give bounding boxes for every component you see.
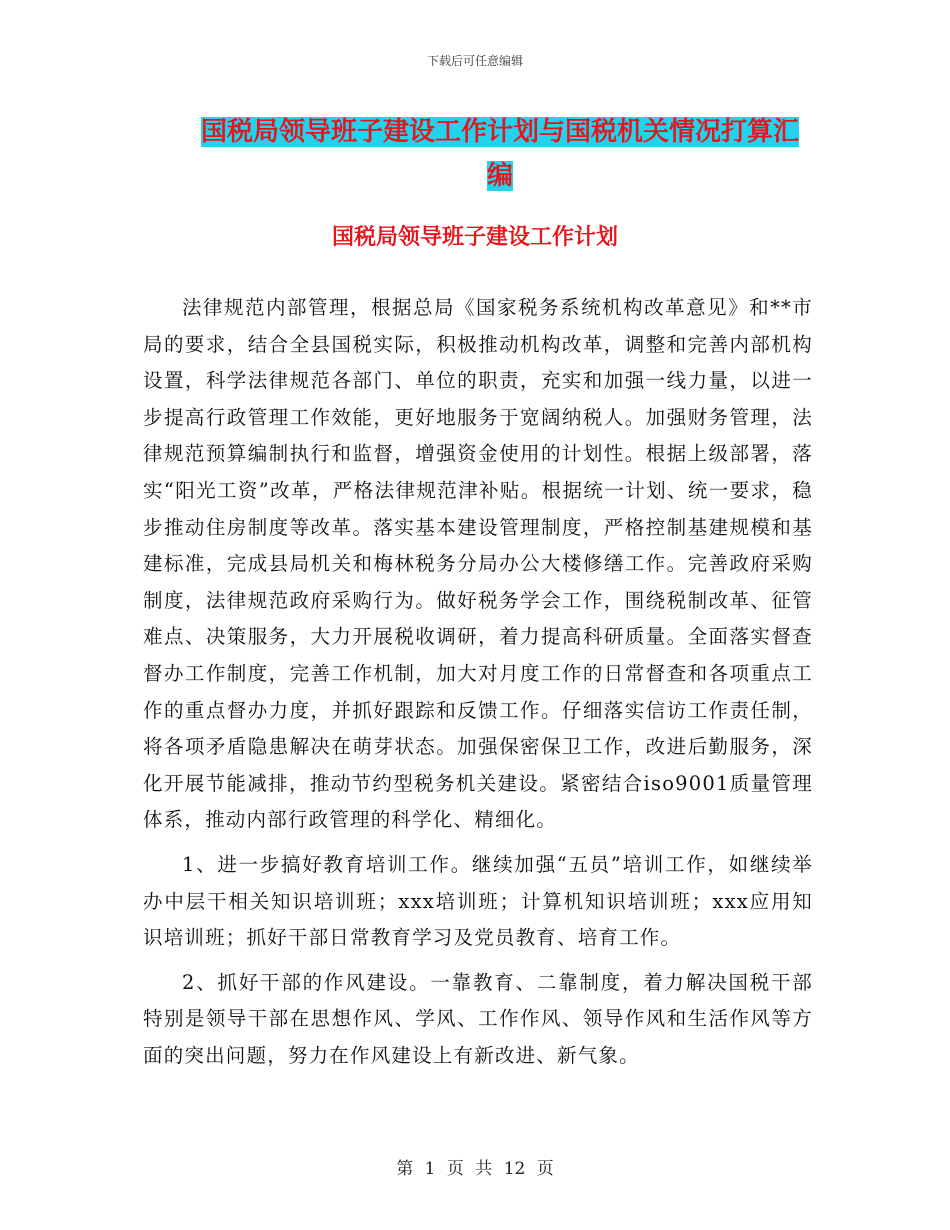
body-paragraph: 2、抓好干部的作风建设。一靠教育、二靠制度，着力解决国税干部特别是领导干部在思想作风、学风、工作作风、领导作风和生活作风等方面的突出问题，努力在作风建设上有新改进、新气象。	[143, 970, 813, 1067]
document-title	[190, 110, 810, 198]
document-body	[143, 290, 813, 1082]
page-footer: 第 1 页 共 12 页	[396, 1159, 554, 1179]
body-paragraph: 法律规范内部管理，根据总局《国家税务系统机构改革意见》和**市局的要求，结合全县国税实际，积极推动机构改革，调整和完善内部机构设置，科学法律规范各部门、单位的职责，充实和加强一线力量，以进一步提高行政管理工作效能，更好地服务于宽阔纳税人。加强财务管理，法律规范预算编制执行和监督，增强资金使用的计划性。根据上级部署，落实“阳光工资”改革，严格法律规范津补贴。根据统一计划、统一要求，稳步推动住房制度等改革。落实基本建设管理制度，严格控制基建规模和基建标准，完成县局机关和梅林税务分局办公大楼修缮工作。完善政府采购制度，法律规范政府采购行为。做好税务学会工作，围绕税制改革、征管难点、决策服务，大力开展税收调研，着力提高科研质量。全面落实督查督办工作制度，完善工作机制，加大对月度工作的日常督查和各项重点工作的重点督办力度，并抓好跟踪和反馈工作。仔细落实信访工作责任制，将各项矛盾隐患解决在萌芽状态。加强保密保卫工作，改进后勤服务，深化开展节能减排，推动节约型税务机关建设。紧密结合iso9001质量管理体系，推动内部行政管理的科学化、精细化。	[143, 296, 813, 832]
page-header-note: 下载后可任意编辑	[426, 54, 523, 68]
body-paragraph: 1、进一步搞好教育培训工作。继续加强“五员”培训工作，如继续举办中层干相关知识培训班；xxx培训班；计算机知识培训班；xxx应用知识培训班；抓好干部日常教育学习及党员教育、培育工作。	[143, 852, 813, 950]
document-title-highlight: 国税局领导班子建设工作计划与国税机关情况打算汇编	[200, 117, 799, 191]
section-title: 国税局领导班子建设工作计划	[331, 225, 618, 250]
